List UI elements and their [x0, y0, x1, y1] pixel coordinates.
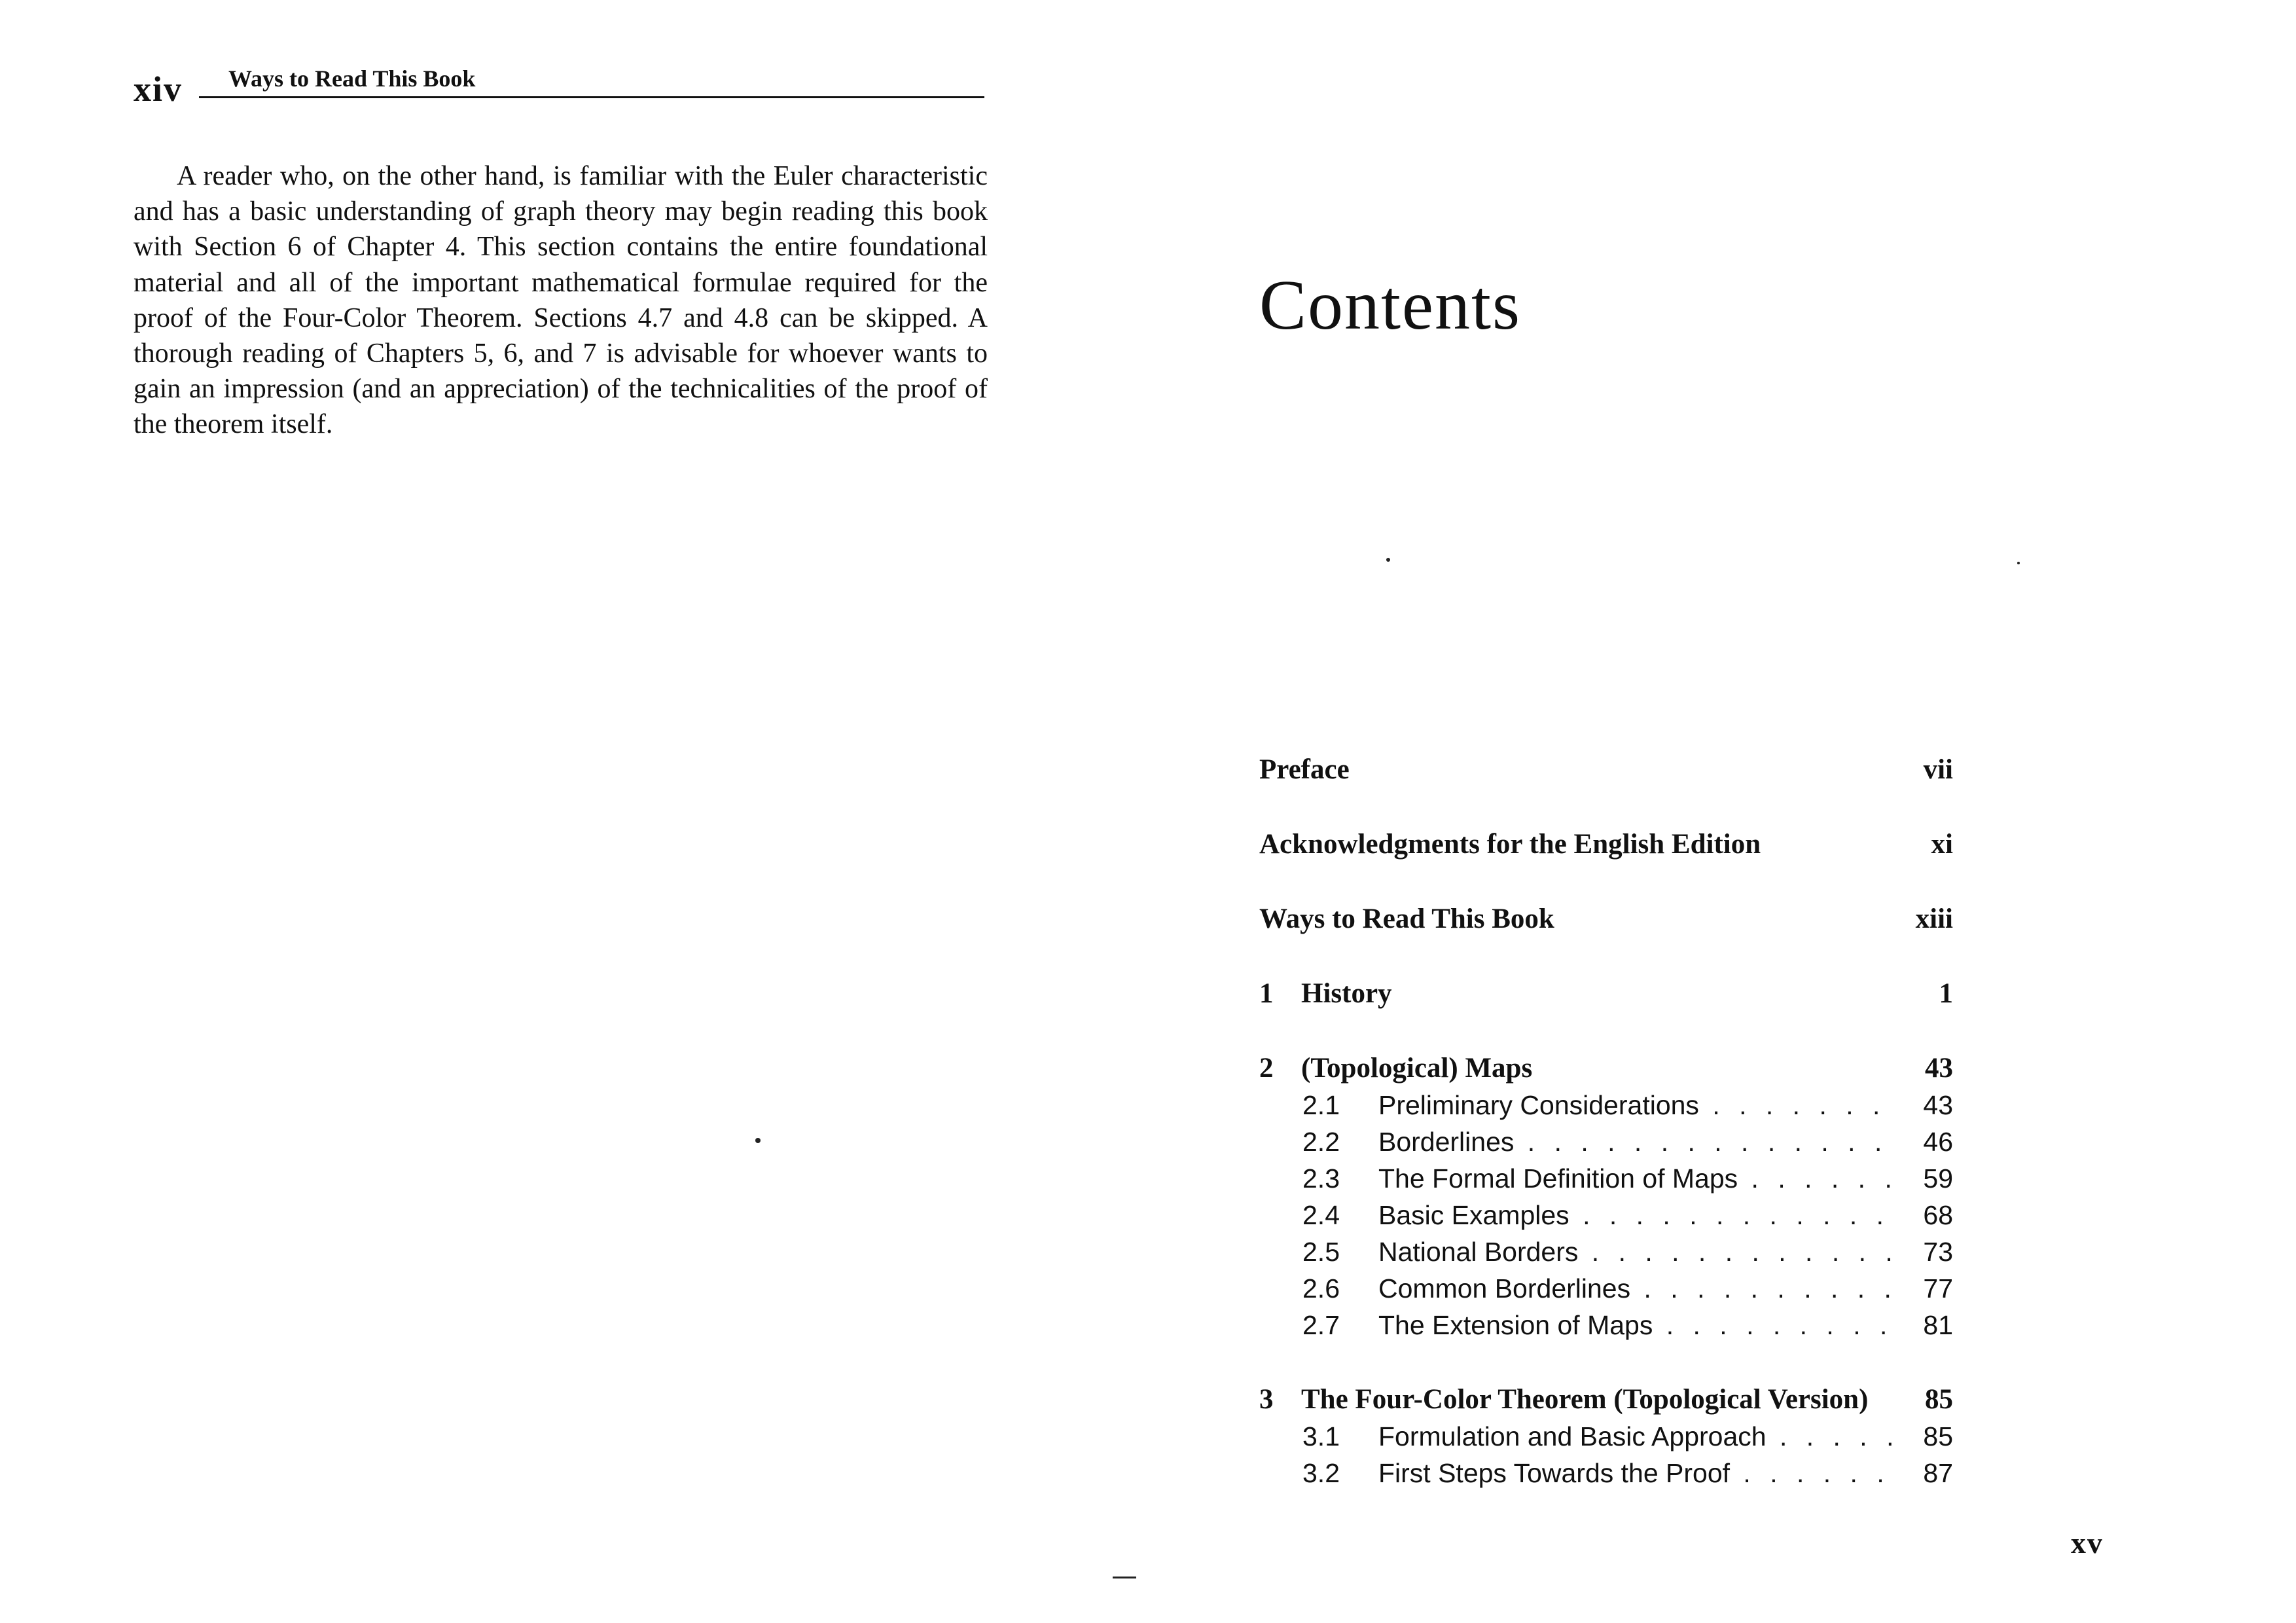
section-title: National Borders . . . — [1378, 1233, 1901, 1270]
contents-title: Contents — [1259, 266, 1522, 344]
section-page: 81 — [1923, 1310, 1953, 1340]
chapter-number: 2 — [1259, 1053, 1274, 1084]
chapter-page: 43 — [1925, 1053, 1953, 1084]
scan-speck — [755, 1138, 761, 1143]
right-page — [1148, 0, 2296, 1623]
toc-section[interactable] — [1259, 1160, 1953, 1197]
toc-section[interactable] — [1259, 1455, 1953, 1491]
section-number: 2.5 — [1302, 1237, 1340, 1267]
section-number: 2.2 — [1302, 1127, 1340, 1157]
toc-entry-page: xi — [1931, 829, 1953, 860]
page-number-right: xv — [2071, 1526, 2104, 1559]
scan-dash-mark — [1113, 1577, 1136, 1578]
section-number: 3.1 — [1302, 1421, 1340, 1451]
scan-speck — [2017, 562, 2020, 564]
section-page: 73 — [1923, 1237, 1953, 1267]
toc-chapter-2[interactable] — [1259, 1050, 1953, 1087]
section-number: 2.4 — [1302, 1200, 1340, 1230]
table-of-contents — [1259, 752, 1953, 1491]
header-rule — [199, 96, 984, 98]
chapter-number: 1 — [1259, 978, 1274, 1009]
toc-section[interactable] — [1259, 1233, 1953, 1270]
section-page: 77 — [1923, 1273, 1953, 1304]
toc-section[interactable] — [1259, 1307, 1953, 1343]
toc-section[interactable] — [1259, 1087, 1953, 1123]
section-title: Basic Examples . . . — [1378, 1197, 1901, 1233]
section-title: The Extension of Maps . . . — [1378, 1307, 1901, 1343]
section-number: 2.3 — [1302, 1163, 1340, 1194]
toc-section[interactable] — [1259, 1418, 1953, 1455]
toc-entry-label: Acknowledgments for the English Edition — [1259, 829, 1761, 860]
page-number-left: xiv — [134, 69, 183, 109]
toc-section[interactable] — [1259, 1123, 1953, 1160]
section-title: Common Borderlines . . . — [1378, 1270, 1901, 1307]
section-number: 2.7 — [1302, 1310, 1340, 1340]
chapter-page: 1 — [1939, 978, 1953, 1009]
section-title: Preliminary Considerations . . . — [1378, 1087, 1901, 1123]
toc-entry-ways-to-read[interactable] — [1259, 901, 1953, 938]
toc-section[interactable] — [1259, 1270, 1953, 1307]
scan-speck — [1386, 558, 1390, 562]
toc-entry-page: vii — [1923, 754, 1953, 785]
chapter-title: History — [1301, 978, 1392, 1009]
section-page: 43 — [1923, 1090, 1953, 1120]
chapter-number: 3 — [1259, 1384, 1274, 1415]
section-title: Formulation and Basic Approach . . . — [1378, 1418, 1901, 1455]
section-page: 87 — [1923, 1458, 1953, 1488]
body-paragraph: A reader who, on the other hand, is familiar with the Euler characteristic and has a basic understanding of graph theory may begin reading this book with Section 6 of Chapter 4. This section contains the entire foundational material and all of the important mathematical formulae required for the proof of the Four-Color Theorem. Sections 4.7 and 4.8 can be skipped. A thorough reading of Chapters 5, 6, and 7 is advisable for whoever wants to gain an impression (and an appreciation) of the technicalities of the proof of the theorem itself. — [134, 161, 988, 440]
section-title: The Formal Definition of Maps . . . — [1378, 1160, 1901, 1197]
toc-section[interactable] — [1259, 1197, 1953, 1233]
toc-entry-acknowledgments[interactable] — [1259, 826, 1953, 863]
chapter-title: (Topological) Maps — [1301, 1053, 1533, 1084]
section-number: 2.1 — [1302, 1090, 1340, 1120]
section-title: Borderlines . . . — [1378, 1123, 1901, 1160]
toc-entry-label: Ways to Read This Book — [1259, 903, 1554, 934]
running-title: Ways to Read This Book — [228, 65, 476, 92]
section-number: 3.2 — [1302, 1458, 1340, 1488]
section-title: First Steps Towards the Proof . . . — [1378, 1455, 1901, 1491]
toc-chapter-1[interactable] — [1259, 976, 1953, 1012]
section-page: 68 — [1923, 1200, 1953, 1230]
toc-entry-preface[interactable] — [1259, 752, 1953, 788]
section-page: 85 — [1923, 1421, 1953, 1451]
section-page: 59 — [1923, 1163, 1953, 1194]
chapter-page: 85 — [1925, 1384, 1953, 1415]
section-page: 46 — [1923, 1127, 1953, 1157]
chapter-title: The Four-Color Theorem (Topological Version) — [1301, 1384, 1869, 1415]
toc-entry-page: xiii — [1915, 903, 1953, 934]
toc-entry-label: Preface — [1259, 754, 1350, 785]
section-number: 2.6 — [1302, 1273, 1340, 1304]
running-head-left — [134, 62, 984, 108]
toc-chapter-3[interactable] — [1259, 1381, 1953, 1418]
